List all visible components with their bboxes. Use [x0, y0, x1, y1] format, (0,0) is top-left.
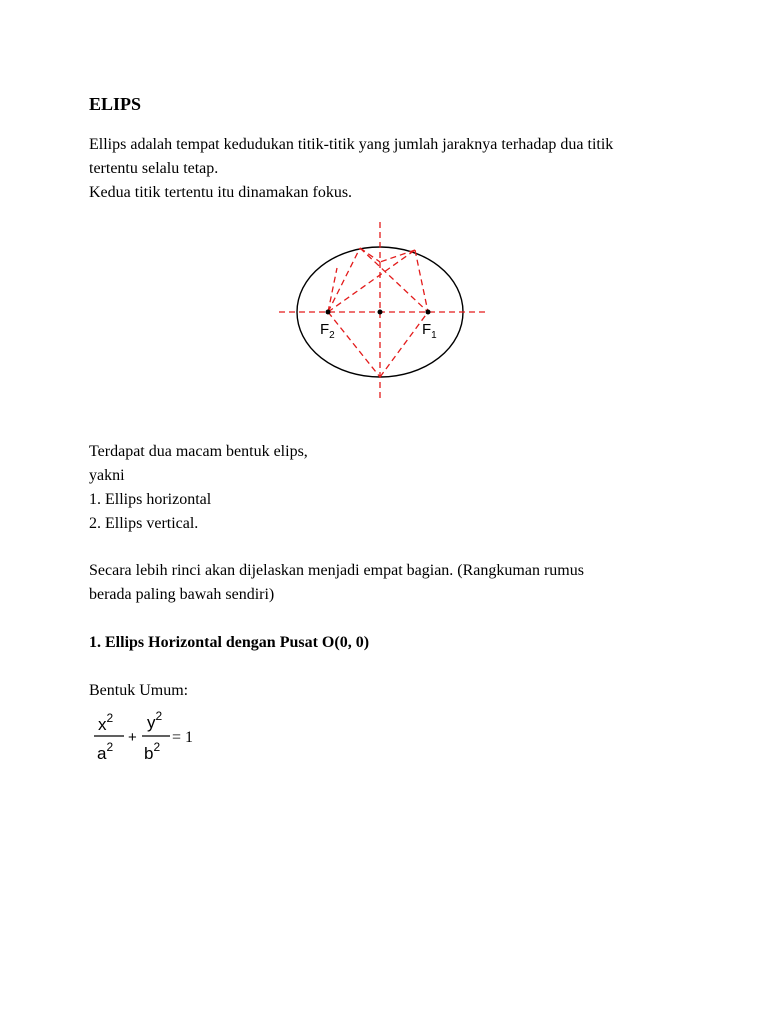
types-line: 2. Ellips vertical.	[89, 515, 199, 532]
general-form-label: Bentuk Umum:	[89, 682, 189, 699]
page-title: ELIPS	[89, 94, 142, 114]
plus-sign: +	[128, 729, 137, 746]
focus-right-label: $F_1$	[422, 321, 437, 341]
focus-left-label: $F_2$	[320, 321, 335, 341]
equation-rhs: = 1	[172, 729, 194, 746]
focal-line	[415, 250, 428, 312]
denominator-b: $b^2$	[144, 740, 161, 763]
detail-line: Secara lebih rinci akan dijelaskan menjadi empat bagian. (Rangkuman rumus	[89, 562, 584, 579]
types-line: Terdapat dua macam bentuk elips,	[89, 443, 308, 460]
focal-line	[328, 248, 360, 312]
intro-paragraph	[89, 133, 613, 205]
ellipse-equation	[92, 706, 212, 766]
focal-line	[328, 268, 337, 312]
center-point	[378, 310, 383, 315]
types-line: 1. Ellips horizontal	[89, 491, 212, 508]
types-paragraph	[89, 440, 308, 536]
numerator-y: $y^2$	[147, 709, 163, 732]
focal-line	[328, 250, 415, 312]
focal-line	[380, 312, 428, 377]
ellipse-diagram	[275, 220, 490, 400]
focus-point-left	[326, 310, 331, 315]
focal-line	[360, 248, 380, 262]
intro-line: tertentu selalu tetap.	[89, 160, 219, 177]
section-heading: 1. Ellips Horizontal dengan Pusat O(0, 0)	[89, 634, 370, 651]
intro-line: Kedua titik tertentu itu dinamakan fokus.	[89, 184, 353, 201]
focus-point-right	[426, 310, 431, 315]
types-line: yakni	[89, 467, 125, 484]
focal-line	[380, 250, 415, 262]
numerator-x: $x^2$	[98, 711, 114, 734]
detail-line: berada paling bawah sendiri)	[89, 586, 275, 603]
detail-paragraph	[89, 559, 584, 607]
denominator-a: $a^2$	[97, 740, 114, 763]
intro-line: Ellips adalah tempat kedudukan titik-titik yang jumlah jaraknya terhadap dua titik	[89, 136, 614, 153]
